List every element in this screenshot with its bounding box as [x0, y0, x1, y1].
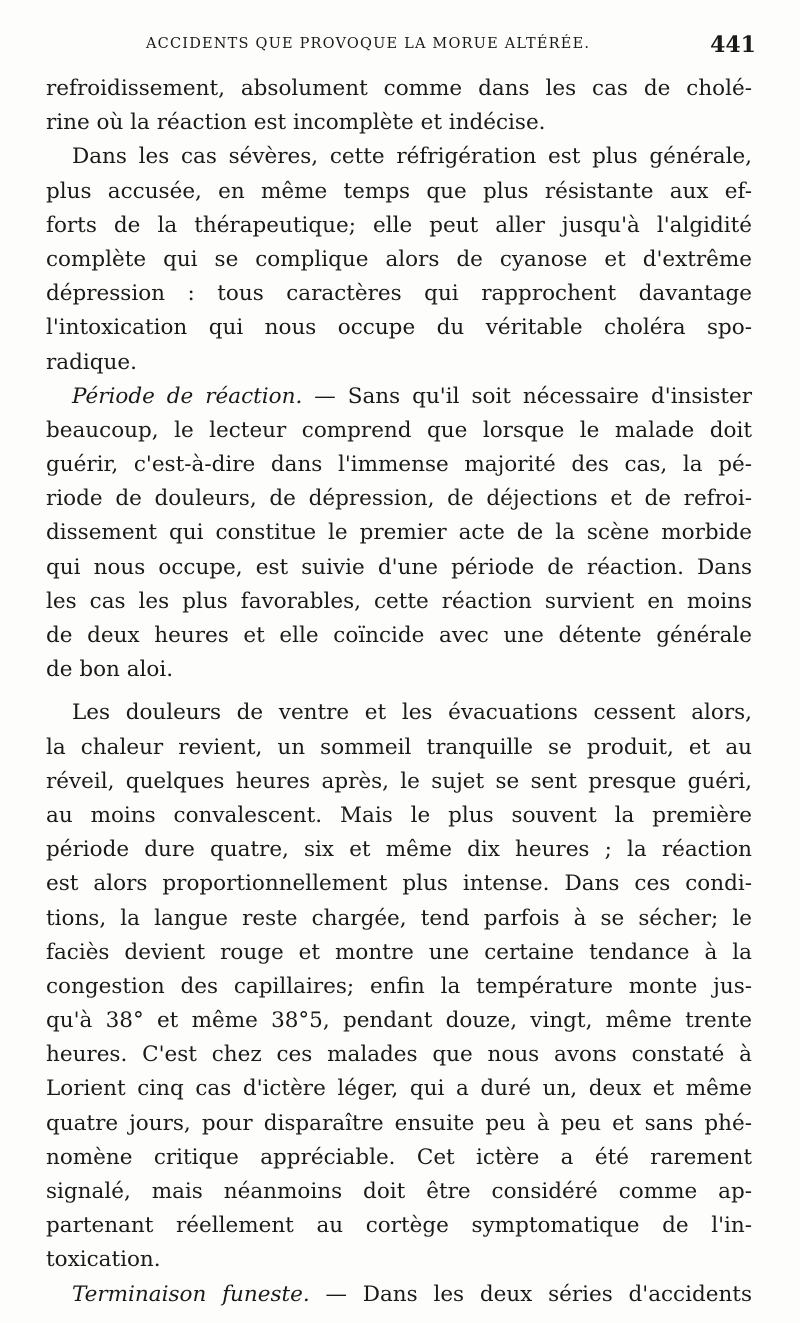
- text-line: qui nous occupe, est suivie d'une période de réaction. Dans: [46, 554, 752, 580]
- text-line: qu'à 38° et même 38°5, pendant douze, vingt, même trente: [46, 1008, 752, 1034]
- running-title: ACCIDENTS QUE PROVOQUE LA MORUE ALTÉRÉE.: [146, 36, 591, 52]
- paragraph-severe-cases: [46, 140, 752, 379]
- text-line: Les douleurs de ventre et les évacuations cessent alors,: [72, 700, 752, 726]
- text-line: beaucoup, le lecteur comprend que lorsque le malade doit: [46, 417, 752, 443]
- text-line: guérir, c'est-à-dire dans l'immense majorité des cas, la pé-: [46, 452, 752, 478]
- section-heading-fatal: Terminaison funeste.: [72, 1281, 310, 1307]
- text-line: complète qui se complique alors de cyanose et d'extrême: [46, 246, 752, 272]
- text-line: rine où la réaction est incomplète et indécise.: [46, 110, 546, 136]
- text-line: radique.: [46, 349, 137, 375]
- text-line: est alors proportionnellement plus intense. Dans ces condi-: [46, 871, 752, 897]
- text-line: réveil, quelques heures après, le sujet se sent presque guéri,: [46, 768, 752, 794]
- text-line: forts de la thérapeutique; elle peut aller jusqu'à l'algidité: [46, 212, 752, 238]
- text-line: nomène critique appréciable. Cet ictère a été rarement: [46, 1144, 752, 1170]
- text-line: faciès devient rouge et montre une certaine tendance à la: [46, 939, 752, 965]
- text-line: plus accusée, en même temps que plus résistante aux ef-: [46, 178, 752, 204]
- running-head: [146, 32, 756, 60]
- text-line: de bon aloi.: [46, 657, 174, 683]
- text-line: la chaleur revient, un sommeil tranquille se produit, et au: [46, 734, 752, 760]
- text-line: au moins convalescent. Mais le plus souvent la première: [46, 802, 752, 828]
- text-line: tions, la langue reste chargée, tend parfois à se sécher; le: [46, 905, 752, 931]
- text-line: [46, 380, 752, 414]
- heading-continuation: — Dans les deux séries d'accidents: [309, 1281, 752, 1307]
- text-line: les cas les plus favorables, cette réaction survient en moins: [46, 588, 752, 614]
- text-line: Dans les cas sévères, cette réfrigération est plus générale,: [72, 144, 752, 170]
- paragraph-reaction-period: [46, 380, 752, 688]
- text-line: dissement qui constitue le premier acte de la scène morbide: [46, 520, 752, 546]
- text-line: l'intoxication qui nous occupe du véritable choléra spo-: [46, 315, 752, 341]
- text-line: congestion des capillaires; enfin la température monte jus-: [46, 973, 752, 999]
- paragraph-symptoms-cease: [46, 696, 752, 1277]
- page-number: 441: [710, 32, 756, 58]
- text-line: heures. C'est chez ces malades que nous avons constaté à: [46, 1042, 752, 1068]
- text-line: quatre jours, pour disparaître ensuite peu à peu et sans phé-: [46, 1110, 752, 1136]
- text-line: toxication.: [46, 1247, 161, 1273]
- paragraph-gap: [46, 687, 752, 696]
- text-line: refroidissement, absolument comme dans les cas de cholé-: [46, 76, 752, 101]
- text-line: de deux heures et elle coïncide avec une détente générale: [46, 623, 752, 648]
- text-line: période dure quatre, six et même dix heures ; la réaction: [46, 837, 752, 863]
- heading-continuation: — Sans qu'il soit nécessaire d'insister: [302, 383, 752, 409]
- paragraph-continuation: [46, 72, 752, 140]
- text-line: [46, 1278, 752, 1312]
- paragraph-fatal-outcome: [46, 1278, 752, 1312]
- page-body: [46, 72, 752, 1312]
- text-line: partenant réellement au cortège symptomatique de l'in-: [46, 1213, 752, 1239]
- text-line: riode de douleurs, de dépression, de déjections et de refroi-: [46, 486, 752, 512]
- section-heading-reaction: Période de réaction.: [72, 383, 303, 409]
- text-line: signalé, mais néanmoins doit être considéré comme ap-: [46, 1179, 752, 1204]
- text-line: Lorient cinq cas d'ictère léger, qui a duré un, deux et même: [46, 1076, 752, 1102]
- text-line: dépression : tous caractères qui rapprochent davantage: [46, 281, 752, 307]
